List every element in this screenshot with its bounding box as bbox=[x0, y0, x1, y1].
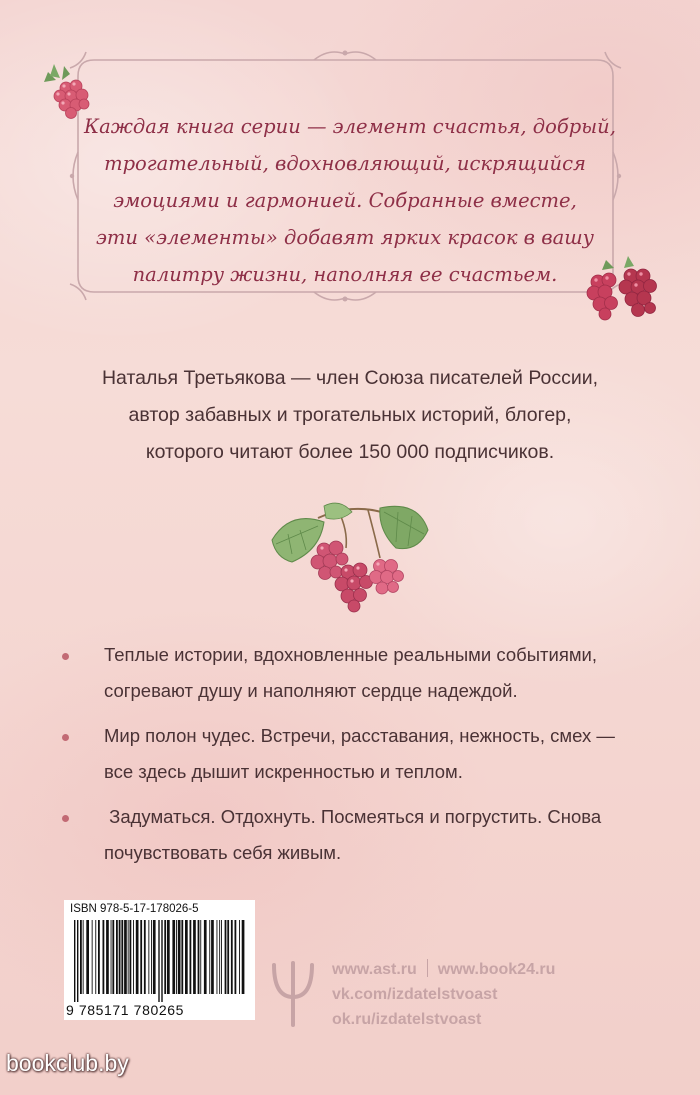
raspberry-branch-icon bbox=[268, 500, 433, 618]
barcode-bar bbox=[136, 920, 139, 994]
barcode-bar bbox=[185, 920, 188, 994]
site-watermark: bookclub.by bbox=[6, 1050, 129, 1076]
barcode-bar bbox=[144, 920, 146, 994]
blurb-line: Каждая книга серии — элемент счастья, добрый, bbox=[84, 115, 616, 138]
barcode-bars bbox=[70, 920, 250, 1002]
list-item bbox=[50, 799, 670, 871]
barcode-bar bbox=[128, 920, 129, 994]
series-blurb-frame bbox=[64, 42, 627, 310]
barcode-guard-bar bbox=[74, 920, 75, 1002]
bullet-icon bbox=[62, 815, 69, 822]
barcode-bar bbox=[119, 920, 121, 994]
blurb-line: эти «элементы» добавят ярких красок в вашу bbox=[96, 226, 594, 249]
barcode-bar bbox=[92, 920, 93, 994]
social-link[interactable]: vk.com/izdatelstvoast bbox=[332, 986, 498, 1003]
barcode-bar bbox=[124, 920, 127, 994]
publisher-info bbox=[268, 957, 628, 1037]
barcode-bar bbox=[111, 920, 112, 994]
blurb-line: трогательный, вдохновляющий, искрящийся bbox=[104, 152, 586, 175]
social-link[interactable]: ok.ru/izdatelstvoast bbox=[332, 1011, 482, 1028]
link-divider bbox=[427, 959, 428, 977]
website-link[interactable]: www.book24.ru bbox=[437, 961, 556, 978]
barcode-digits: 9 785171 780265 bbox=[66, 1002, 184, 1018]
barcode-bar bbox=[190, 920, 192, 994]
barcode-bar bbox=[116, 920, 118, 994]
barcode-bar bbox=[83, 920, 84, 994]
list-item-line: почувствовать себя живым. bbox=[104, 842, 342, 863]
barcode-bar bbox=[193, 920, 196, 994]
barcode-bar bbox=[112, 920, 114, 994]
list-item-line: согревают душу и наполняют сердце надеждой. bbox=[104, 680, 518, 701]
barcode-bar bbox=[98, 920, 100, 994]
barcode-bar bbox=[167, 920, 170, 994]
barcode-bar bbox=[153, 920, 156, 994]
barcode-bar bbox=[95, 920, 96, 994]
barcode-bar bbox=[200, 920, 201, 994]
barcode-bar bbox=[209, 920, 210, 994]
barcode-bar bbox=[130, 920, 132, 994]
feature-list bbox=[50, 637, 670, 880]
isbn-text: ISBN 978-5-17-178026-5 bbox=[70, 903, 199, 915]
barcode-bar bbox=[106, 920, 109, 994]
barcode-bar bbox=[121, 920, 123, 994]
barcode-bar bbox=[219, 920, 220, 994]
barcode-bar bbox=[239, 920, 240, 994]
barcode-guard-bar bbox=[161, 920, 162, 1002]
barcode-bar bbox=[227, 920, 229, 994]
barcode-bar bbox=[178, 920, 181, 994]
barcode-bar bbox=[217, 920, 218, 994]
barcode-guard-bar bbox=[77, 920, 78, 1002]
raspberry-icon bbox=[576, 252, 676, 332]
author-line: автор забавных и трогательных историй, блогер, bbox=[128, 404, 572, 426]
website-link[interactable]: www.ast.ru bbox=[332, 961, 417, 978]
barcode-bar bbox=[103, 920, 105, 994]
barcode-guard-bar bbox=[158, 920, 159, 1002]
barcode-bar bbox=[181, 920, 183, 994]
barcode-bar bbox=[140, 920, 142, 994]
barcode-bar bbox=[151, 920, 152, 994]
list-item bbox=[50, 718, 670, 790]
list-item-line: Теплые истории, вдохновленные реальными событиями, bbox=[104, 644, 598, 665]
list-item bbox=[50, 637, 670, 709]
barcode-bar bbox=[80, 920, 82, 994]
series-blurb-text bbox=[84, 108, 616, 293]
barcode-bar bbox=[231, 920, 233, 994]
barcode-bar bbox=[176, 920, 177, 994]
list-item-line: Задуматься. Отдохнуть. Посмеяться и погрустить. Снова bbox=[104, 806, 602, 827]
author-line: Наталья Третьякова — член Союза писателей России, bbox=[101, 367, 599, 389]
raspberry-icon bbox=[34, 56, 100, 122]
barcode-bar bbox=[133, 920, 134, 994]
list-item-line: Мир полон чудес. Встречи, расставания, нежность, смех — bbox=[104, 725, 615, 746]
barcode-bar bbox=[221, 920, 222, 994]
list-item-line: все здесь дышит искренностью и теплом. bbox=[104, 761, 463, 782]
barcode-bar bbox=[211, 920, 214, 994]
barcode-bar bbox=[86, 920, 89, 994]
barcode-bar bbox=[235, 920, 237, 994]
blurb-line: эмоциями и гармонией. Собранные вместе, bbox=[113, 189, 577, 212]
author-line: которого читают более 150 000 подписчиков. bbox=[145, 441, 555, 463]
isbn-barcode bbox=[64, 900, 255, 1020]
bullet-icon bbox=[62, 653, 69, 660]
publisher-links bbox=[332, 957, 555, 1032]
barcode-bar bbox=[204, 920, 207, 994]
psi-logo-icon bbox=[268, 959, 318, 1029]
author-info bbox=[40, 360, 660, 471]
barcode-bar bbox=[225, 920, 227, 994]
barcode-bar bbox=[198, 920, 200, 994]
barcode-bar bbox=[164, 920, 166, 994]
barcode-bar bbox=[242, 920, 245, 994]
barcode-bar bbox=[172, 920, 175, 994]
bullet-icon bbox=[62, 734, 69, 741]
blurb-line: палитру жизни, наполняя ее счастьем. bbox=[132, 263, 558, 286]
barcode-bar bbox=[148, 920, 149, 994]
